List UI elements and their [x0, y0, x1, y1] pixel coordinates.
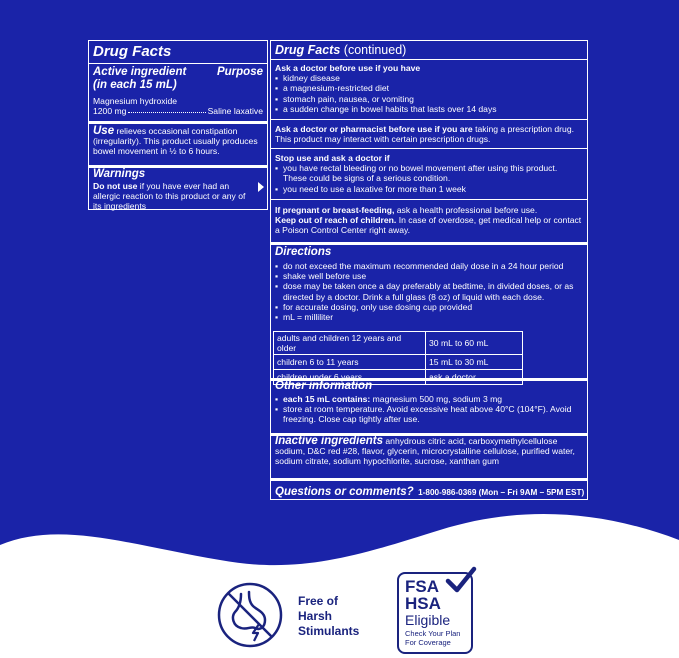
use-heading: Use [93, 125, 115, 137]
dose-table-wrapper [273, 331, 523, 385]
ask-pharmacist-text: taking a prescription drug. This product may interact with certain prescription drugs. [275, 124, 574, 145]
other-item1-text: magnesium 500 mg, sodium 3 mg [372, 394, 503, 404]
table-cell: ask a doctor [426, 370, 523, 385]
right-title-suffix: (continued) [343, 43, 407, 57]
list-item: ▪ you have rectal bleeding or no bowel movement after using this product. These could be signs of a serious condition. [275, 163, 583, 183]
list-item: ▪ kidney disease [275, 73, 583, 83]
stimulant-free-badge [215, 580, 395, 650]
other-item1-bold: each 15 mL contains: [283, 394, 371, 404]
warnings-section [93, 181, 255, 212]
ask-pharmacist-heading: Ask a doctor or pharmacist before use if you are [275, 124, 473, 134]
ask-doctor-section [275, 63, 583, 114]
use-section [93, 126, 263, 157]
stimulant-line1: Free of [298, 594, 339, 608]
list-item: ▪ stomach pain, nausea, or vomiting [275, 94, 583, 104]
list-item: ▪ you need to use a laxative for more than 1 week [275, 184, 583, 194]
check-line1: Check Your Plan [405, 629, 461, 638]
table-cell: 30 mL to 60 mL [426, 332, 523, 355]
list-item: ▪ shake well before use [275, 271, 583, 281]
right-title-line [275, 43, 406, 57]
stimulant-line3: Stimulants [298, 624, 360, 638]
list-item: ▪ store at room temperature. Avoid excessive heat above 40°C (104°F). Avoid freezing. Close cap tightly after use. [275, 404, 583, 424]
left-title: Drug Facts [93, 43, 172, 60]
directions-list [275, 261, 583, 322]
continue-arrow-icon [258, 182, 264, 192]
pregnant-heading: If pregnant or breast-feeding, [275, 205, 395, 215]
list-item: ▪ mL = milliliter [275, 312, 583, 322]
right-title: Drug Facts [275, 43, 341, 57]
list-item: ▪ for accurate dosing, only use dosing cup provided [275, 302, 583, 312]
pregnant-section [275, 205, 583, 236]
table-row [274, 332, 523, 355]
questions-section [275, 482, 583, 500]
drug-facts-left-panel [88, 40, 268, 210]
other-info-heading: Other information [275, 380, 373, 392]
inactive-section [275, 436, 583, 467]
ask-doctor-heading: Ask a doctor before use if you have [275, 63, 421, 73]
eligible-label: Eligible [405, 612, 451, 628]
directions-heading: Directions [275, 246, 332, 258]
keep-out-heading: Keep out of reach of children. [275, 215, 397, 226]
stimulant-label [298, 594, 359, 639]
check-line2: For Coverage [405, 638, 451, 647]
keep-out-text: In case of overdose, get medical help or contact a Poison Control Center right away. [275, 215, 582, 236]
list-item: ▪ a magnesium-restricted diet [275, 83, 583, 93]
questions-text: 1-800-986-0369 (Mon – Fri 9AM – 5PM EST) [418, 488, 585, 497]
list-item: ▪ do not exceed the maximum recommended daily dose in a 24 hour period [275, 261, 583, 271]
pregnant-text: ask a health professional before use. [396, 205, 538, 215]
table-row [274, 355, 523, 370]
inactive-heading: Inactive ingredients [275, 435, 384, 447]
stop-use-heading: Stop use and ask a doctor if [275, 153, 390, 163]
table-cell: children 6 to 11 years [274, 355, 426, 370]
ingredient-amount: 1200 mg [93, 106, 127, 116]
use-text: relieves occasional constipation (irregularity). This product usually produces bowel movement in ½ to 6 hours. [93, 126, 258, 157]
purpose-heading: Purpose [216, 66, 263, 78]
stop-use-section [275, 153, 583, 194]
checkmark-icon [445, 566, 477, 596]
ingredient-amount-line [93, 106, 263, 116]
active-ingredient-heading: Active ingredient [93, 66, 187, 78]
inactive-text: anhydrous citric acid, carboxymethylcellulose sodium, D&C red #28, flavor, glycerin, microcrystalline cellulose, purified water, sodium citrate, sodium hypochlorite, sucrose, xanthan gum [275, 436, 575, 467]
ingredient-purpose: Saline laxative [207, 106, 263, 116]
hsa-label: HSA [405, 594, 441, 613]
table-cell: adults and children 12 years and older [274, 332, 426, 355]
warnings-donot: Do not use [93, 181, 138, 191]
list-item [275, 394, 583, 404]
fsa-label: FSA [405, 577, 439, 596]
list-item: ▪ dose may be taken once a day preferably at bedtime, in divided doses, or as directed by a doctor. Drink a full glass (8 oz) of liquid with each dose. [275, 281, 583, 301]
dose-table [273, 331, 523, 385]
warnings-text: if you have ever had an allergic reaction to this product or any of its ingredients [93, 181, 246, 212]
table-cell: children under 6 years [274, 370, 426, 385]
check-plan-label [405, 629, 460, 647]
table-cell: 15 mL to 30 mL [426, 355, 523, 370]
questions-heading: Questions or comments? [275, 486, 414, 498]
stomach-lightning-icon [215, 580, 285, 650]
ask-pharmacist-section [275, 124, 583, 144]
active-ingredient-sub: (in each 15 mL) [93, 79, 177, 91]
list-item: ▪ a sudden change in bowel habits that lasts over 14 days [275, 104, 583, 114]
ingredient-name: Magnesium hydroxide [93, 96, 178, 106]
stimulant-line2: Harsh [298, 609, 333, 623]
fsa-hsa-badge [397, 572, 473, 654]
drug-facts-right-panel [270, 40, 588, 500]
other-info-list [275, 394, 583, 425]
warnings-heading: Warnings [93, 168, 146, 180]
